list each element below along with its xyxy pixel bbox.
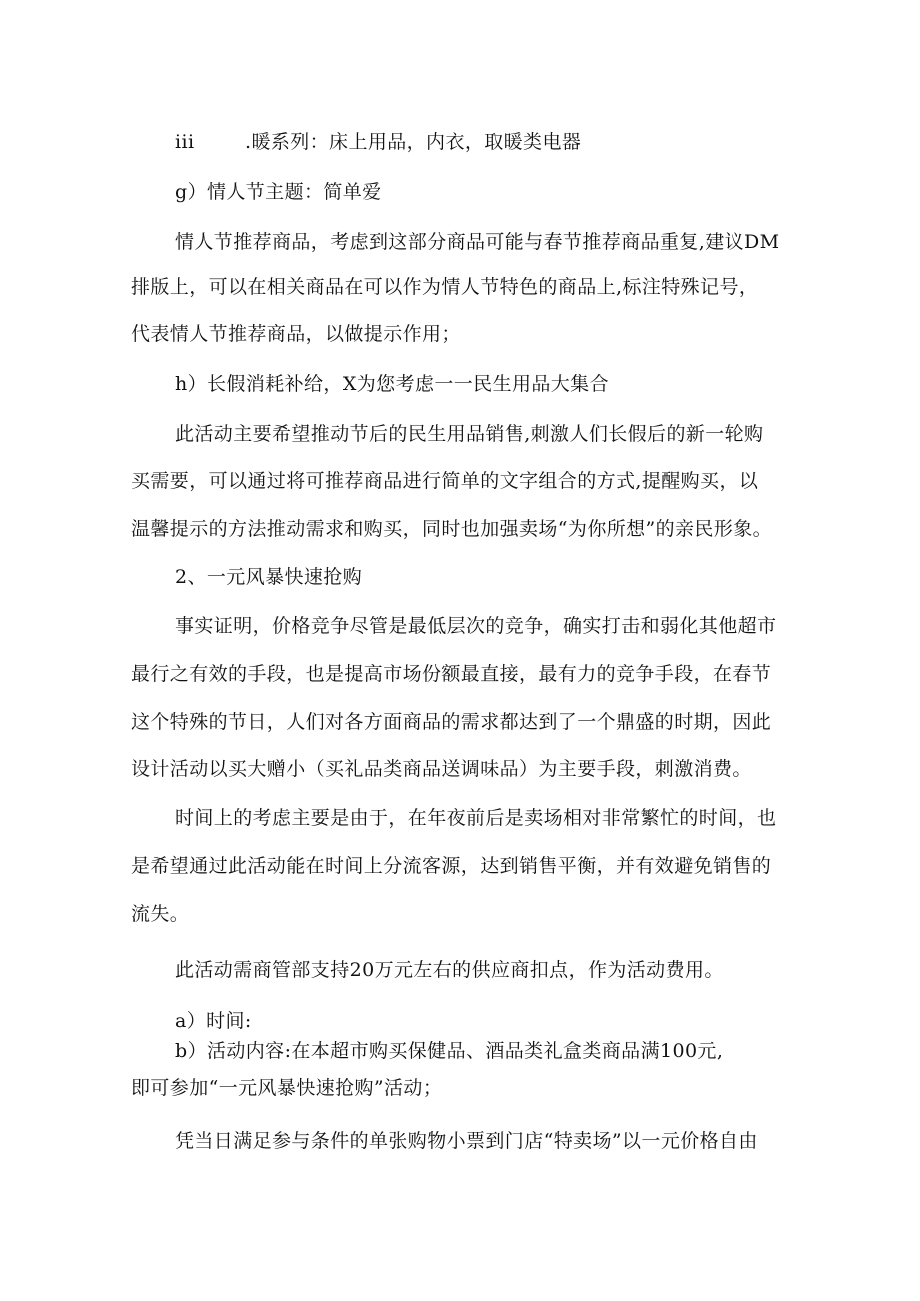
paragraph-line: 这个特殊的节日，人们对各方面商品的需求都达到了一个鼎盛的时期，因此	[131, 711, 772, 733]
paragraph-line: 此活动主要希望推动节后的民生用品销售,刺激人们长假后的新一轮购	[175, 423, 764, 445]
paragraph-line: 事实证明，价格竞争尽管是最低层次的竞争，确实打击和弱化其他超市	[175, 615, 777, 637]
paragraph-line: 此活动需商管部支持20万元左右的供应商扣点，作为活动费用。	[175, 959, 724, 981]
section-heading-one-yuan: 2、一元风暴快速抢购	[175, 566, 363, 588]
paragraph-line: 时间上的考虑主要是由于，在年夜前后是卖场相对非常繁忙的时间，也	[175, 807, 777, 829]
paragraph-line: 凭当日满足参与条件的单张购物小票到门店“特卖场”以一元价格自由	[175, 1130, 758, 1152]
paragraph-line: 情人节推荐商品，考虑到这部分商品可能与春节推荐商品重复,建议DM	[175, 231, 780, 253]
paragraph-line: 即可参加“一元风暴快速抢购”活动；	[131, 1077, 443, 1099]
list-item-heat-series	[175, 129, 581, 155]
paragraph-line: 流失。	[131, 903, 190, 925]
line-text: .暖系列：床上用品，内衣，取暖类电器	[245, 131, 582, 153]
paragraph-line: 最行之有效的手段，也是提高市场份额最直接，最有力的竞争手段，在春节	[131, 663, 772, 685]
paragraph-line: 是希望通过此活动能在时间上分流客源，达到销售平衡，并有效避免销售的	[131, 855, 772, 877]
paragraph-line: 代表情人节推荐商品，以做提示作用；	[131, 323, 461, 345]
paragraph-line: 温馨提示的方法推动需求和购买，同时也加强卖场“为你所想”的亲民形象。	[131, 518, 773, 540]
paragraph-line: 买需要，可以通过将可推荐商品进行简单的文字组合的方式,提醒购买，以	[131, 470, 759, 492]
section-heading-holiday-supply: h）长假消耗补给，X为您考虑一一民生用品大集合	[175, 373, 609, 395]
section-heading-valentine: g）情人节主题：简单爱	[175, 181, 382, 203]
list-marker: iii	[175, 131, 195, 153]
paragraph-line: 排版上，可以在相关商品在可以作为情人节特色的商品上,标注特殊记号，	[131, 276, 759, 298]
paragraph-line: 设计活动以买大赠小（买礼品类商品送调味品）为主要手段，刺激消费。	[131, 758, 752, 780]
list-item-time: a）时间:	[175, 1010, 252, 1032]
list-item-activity-content: b）活动内容:在本超市购买保健品、酒品类礼盒类商品满100元,	[175, 1040, 724, 1062]
